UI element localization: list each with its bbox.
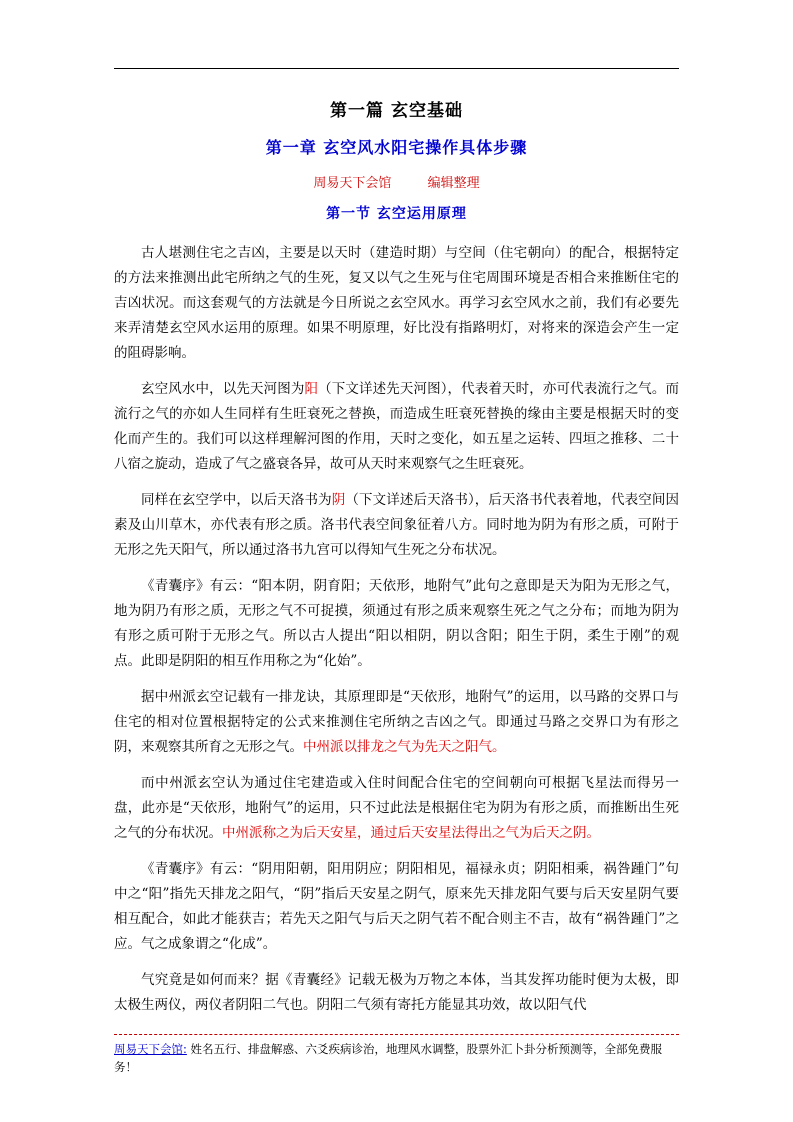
text-run: 而中州派玄空认为通过住宅建造或入住时间配合住宅的空间朝向可根据飞星法而得另一盘，此亦是“天依形，地附气”的运用，只不过此法是根据住宅为阴为有形之质，而推断出生死之气的分布状况。	[114, 775, 679, 841]
text-run: 据中州派玄空记载有一排龙诀，其原理即是“天依形，地附气”的运用，以马路的交界口与住宅的相对位置根据特定的公式来推测住宅所纳之吉凶之气。即通过马路之交界口为有形之阴，来观察其所育之无形之气。	[114, 689, 679, 755]
paragraph-2	[114, 377, 679, 477]
page-footer	[114, 1040, 679, 1076]
paragraph-5	[114, 685, 679, 760]
text-run: 古人堪测住宅之吉凶，主要是以天时（建造时期）与空间（住宅朝向）的配合，根据特定的方法来推测出此宅所纳之气的生死，复又以气之生死与住宅周围环境是否相合来推断住宅的吉凶状况。而这套观气的方法就是今日所说之玄空风水。再学习玄空风水之前，我们有必要先来弄清楚玄空风水运用的原理。如果不明原理，好比没有指路明灯，对将来的深造会产生一定的阻碍影响。	[114, 245, 679, 361]
byline-organization: 周易天下会馆	[313, 176, 392, 191]
paragraph-8	[114, 968, 679, 1018]
footer-divider	[114, 1034, 679, 1035]
highlighted-text-run: 中州派以排龙之气为先天之阳气。	[303, 739, 506, 755]
paragraph-7	[114, 857, 679, 957]
paragraph-4	[114, 574, 679, 674]
paragraph-1	[114, 241, 679, 366]
highlighted-text-run: 阳	[304, 381, 319, 397]
highlighted-text-run: 中州派称之为后天安星，通过后天安星法得出之气为后天之阴。	[222, 825, 600, 841]
text-run: 气究竟是如何而来？据《青囊经》记载无极为万物之本体，当其发挥功能时便为太极，即太极生两仪，两仪者阴阳二气也。阴阳二气须有寄托方能显其功效，故以阳气代	[114, 972, 679, 1013]
header-divider	[114, 68, 679, 69]
text-run: 《青囊序》有云：“阴用阳朝，阳用阴应；阴阳相见，福禄永贞；阴阳相乘，祸咎踵门”句中之“阳”指先天排龙之阳气，“阴”指后天安星之阴气，原来先天排龙阳气要与后天安星阴气要相互配合，如此才能获吉；若先天之阳气与后天之阴气若不配合则主不吉，故有“祸咎踵门”之应。气之成象谓之“化成”。	[114, 861, 679, 952]
page-title: 第一篇 玄空基础	[330, 101, 463, 121]
text-run: 同样在玄空学中，以后天洛书为	[141, 492, 332, 508]
text-run: 玄空风水中，以先天河图为	[141, 381, 305, 397]
text-run: （下文详述后天洛书），后天洛书代表着地，代表空间因素及山川草木，亦代表有形之质。洛书代表空间象征着八方。同时地为阴为有形之质，可附于无形之先天阳气，所以通过洛书九宫可以得知气生死之分布状况。	[114, 492, 680, 558]
section-title: 第一节 玄空运用原理	[326, 206, 467, 222]
byline-role: 编辑整理	[427, 176, 480, 191]
byline	[114, 172, 679, 191]
document-content	[114, 96, 679, 1029]
chapter-title: 第一章 玄空风水阳宅操作具体步骤	[265, 138, 528, 157]
footer-text: 姓名五行、排盘解惑、六爻疾病诊治，地理风水调整，股票外汇卜卦分析预测等，全部免费服务！	[114, 1042, 663, 1074]
text-run: （下文详述先天河图），代表着天时，亦可代表流行之气。而流行之气的亦如人生同样有生旺衰死之替换，而造成生旺衰死替换的缘由主要是根据天时的变化而产生的。我们可以这样理解河图的作用，天时之变化，如五星之运转、四垣之推移、二十八宿之旋动，造成了气之盛衰各异，故可从天时来观察气之生旺衰死。	[114, 381, 680, 472]
text-run: 《青囊序》有云：“阳本阴，阴育阳；天依形，地附气”此句之意即是天为阳为无形之气，地为阴乃有形之质，无形之气不可捉摸，须通过有形之质来观察生死之气之分布；而地为阴为有形之质可附于无形之气。所以古人提出“阳以相阴，阴以含阳；阳生于阴，柔生于刚”的观点。此即是阴阳的相互作用称之为“化始”。	[114, 578, 679, 669]
paragraph-6	[114, 771, 679, 846]
paragraph-3	[114, 488, 679, 563]
footer-site-link[interactable]: 周易天下会馆:	[114, 1042, 187, 1056]
highlighted-text-run: 阴	[331, 492, 346, 508]
